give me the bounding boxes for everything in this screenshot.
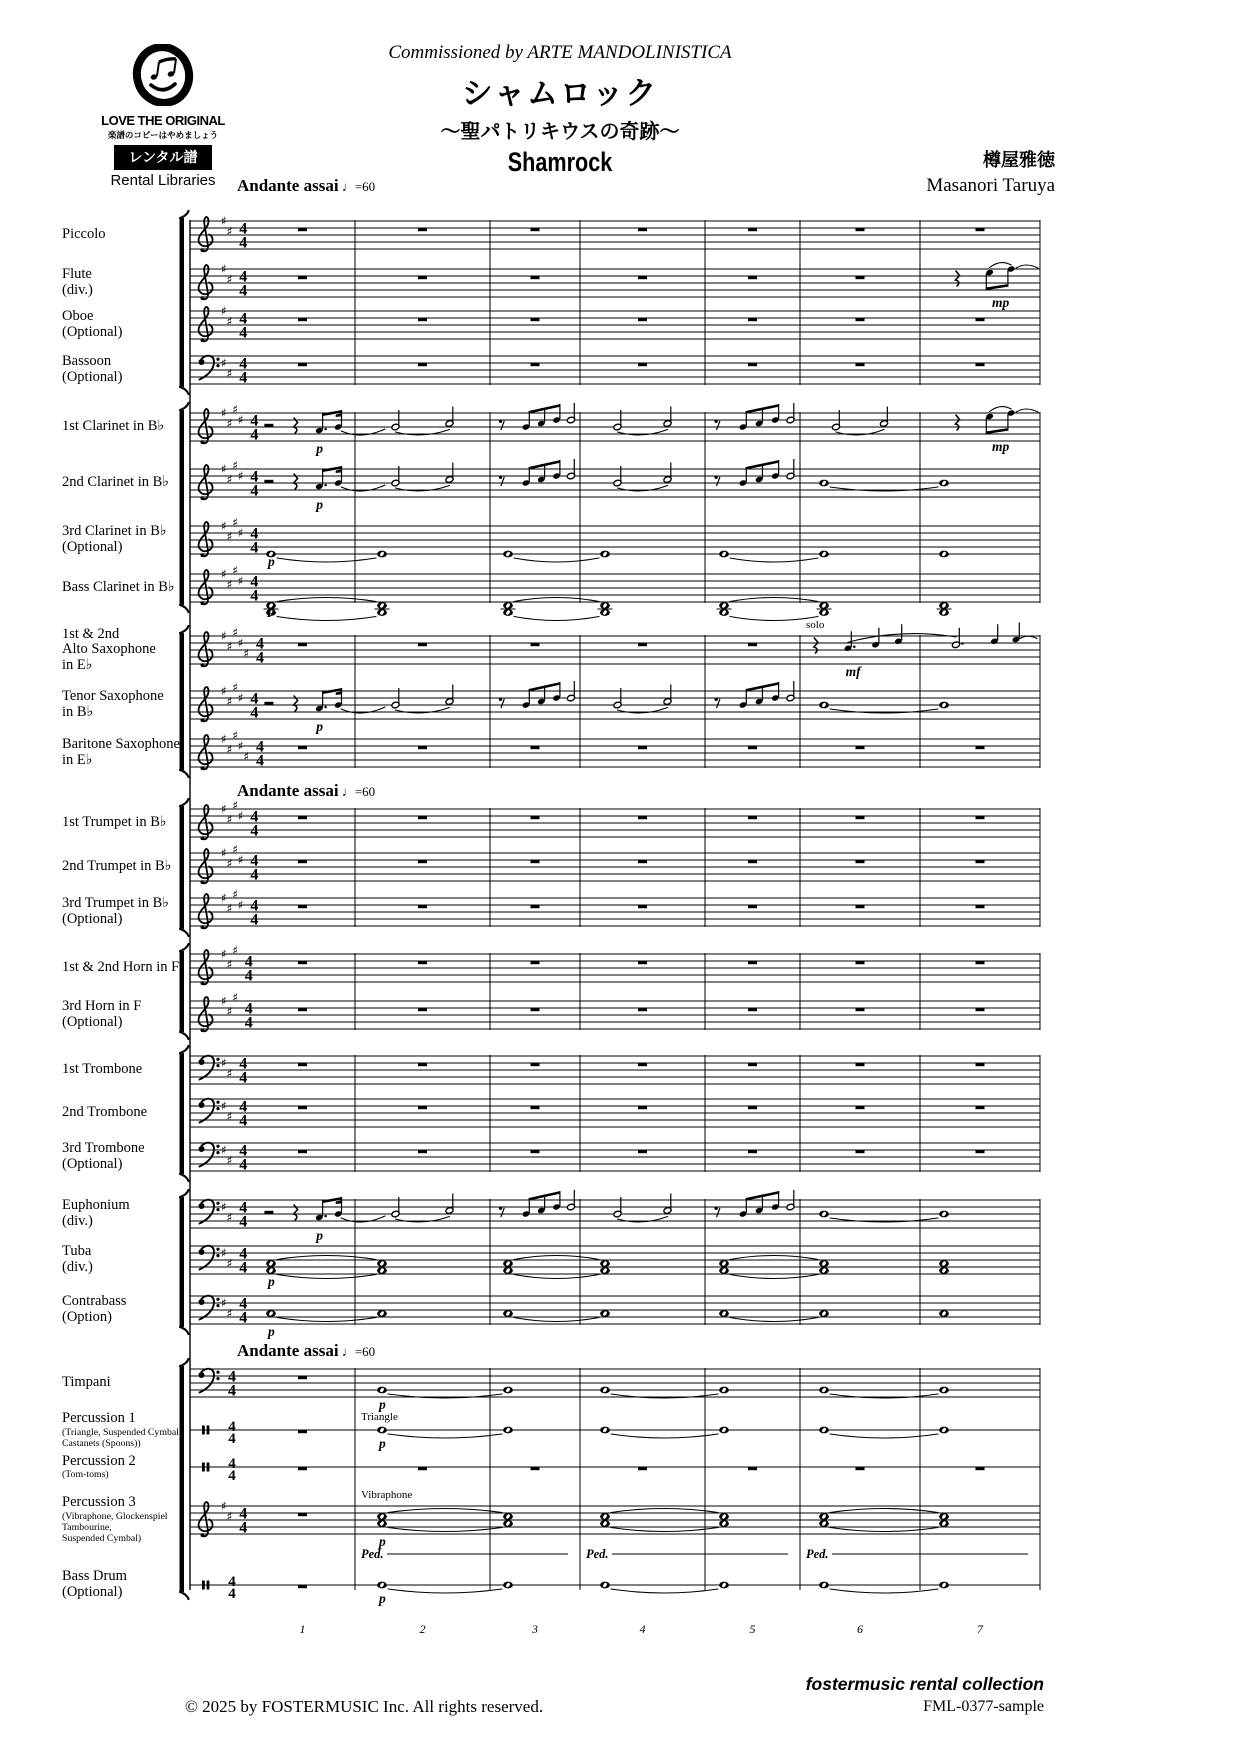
svg-text:4: 4	[250, 525, 259, 543]
svg-text:4: 4	[250, 808, 259, 826]
svg-text:p: p	[379, 1591, 386, 1606]
svg-text:4: 4	[239, 1156, 248, 1174]
svg-text:solo: solo	[806, 619, 825, 631]
logo-slogan-ja: 楽譜のコピーはやめましょう	[107, 130, 219, 140]
instrument-label-1st-trombone: 1st Trombone	[62, 1061, 143, 1078]
svg-text:♯: ♯	[232, 458, 239, 473]
svg-text:4: 4	[239, 355, 248, 373]
svg-text:Ped.: Ped.	[806, 1547, 829, 1561]
staff-percussion-1	[190, 1411, 1040, 1451]
staff-3rd-trumpet-in-b	[190, 888, 1040, 930]
svg-text:mp: mp	[992, 439, 1010, 454]
svg-text:♯: ♯	[221, 406, 227, 420]
staff-piccolo	[190, 214, 1040, 252]
svg-text:p: p	[316, 1228, 324, 1243]
bass-clef-icon	[199, 1200, 220, 1224]
svg-text:4: 4	[250, 866, 259, 884]
svg-text:4: 4	[250, 539, 259, 557]
instrument-label-bass-drum: Bass Drum (Optional)	[62, 1568, 127, 1600]
instrument-label-oboe: Oboe (Optional)	[62, 308, 123, 340]
staff-baritone-saxophone	[190, 729, 1040, 771]
staff-1st-2nd-horn-in-f	[190, 944, 1040, 986]
rental-libraries-label: Rental Libraries	[110, 172, 216, 189]
svg-text:p: p	[268, 602, 275, 617]
svg-text:♯: ♯	[221, 947, 227, 961]
staff-1st-trumpet-in-b	[190, 799, 1040, 841]
bass-clef-icon	[199, 1296, 220, 1320]
svg-text:p: p	[379, 1534, 386, 1549]
treble-clef-icon	[199, 570, 213, 605]
staff-percussion-3	[190, 1489, 1040, 1561]
svg-text:4: 4	[239, 282, 248, 300]
svg-text:4: 4	[250, 482, 259, 500]
svg-text:4: 4	[244, 1014, 253, 1032]
staff-oboe	[190, 304, 1040, 342]
instrument-label-piccolo: Piccolo	[62, 226, 106, 243]
svg-text:p: p	[379, 1397, 386, 1412]
svg-text:♯: ♯	[232, 943, 239, 958]
svg-text:♯: ♯	[221, 519, 227, 533]
bass-clef-icon	[199, 1056, 220, 1080]
svg-text:p: p	[268, 1274, 275, 1289]
svg-text:♯: ♯	[232, 842, 239, 857]
svg-text:♯: ♯	[226, 272, 233, 287]
svg-text:♯: ♯	[237, 739, 244, 753]
percussion-clef-icon	[202, 1581, 205, 1590]
tempo-marking-3: Andante assai ♩=60	[237, 1341, 376, 1360]
svg-text:4: 4	[239, 1098, 248, 1116]
svg-text:4: 4	[228, 1368, 236, 1386]
staff-2nd-trombone	[190, 1099, 1040, 1130]
svg-text:♯: ♯	[226, 694, 233, 709]
svg-text:4: 4	[239, 1505, 248, 1523]
svg-text:♯: ♯	[232, 515, 239, 530]
svg-text:♯: ♯	[221, 891, 227, 905]
treble-clef-icon	[199, 307, 213, 342]
svg-text:4: 4	[256, 738, 264, 756]
instrument-label-timpani: Timpani	[62, 1374, 111, 1391]
measure-number-6: 6	[857, 1622, 863, 1636]
svg-text:4: 4	[239, 1259, 248, 1277]
measure-number-4: 4	[639, 1622, 646, 1636]
svg-text:♯: ♯	[226, 224, 233, 239]
composer-japanese: 樽屋雅徳	[983, 150, 1055, 170]
measure-number-5: 5	[749, 1622, 756, 1636]
treble-clef-icon	[199, 805, 213, 840]
measure-number-1: 1	[299, 1622, 306, 1636]
svg-text:4: 4	[250, 704, 259, 722]
svg-text:♯: ♯	[226, 1109, 233, 1124]
svg-text:4: 4	[250, 412, 259, 430]
svg-text:♯: ♯	[221, 214, 227, 228]
svg-text:♯: ♯	[237, 809, 244, 823]
svg-text:♯: ♯	[221, 356, 227, 370]
bass-clef-icon	[199, 1369, 220, 1393]
treble-clef-icon	[199, 997, 213, 1032]
svg-text:4: 4	[244, 1000, 253, 1018]
svg-text:♯: ♯	[221, 262, 227, 276]
treble-clef-icon	[199, 687, 213, 722]
staff-euphonium	[190, 1190, 1040, 1243]
instrument-label-percussion-2: Percussion 2 (Tom-toms)	[62, 1452, 136, 1481]
percussion-clef-icon	[202, 1426, 205, 1435]
svg-text:♯: ♯	[243, 646, 250, 661]
instrument-label-3rd-trumpet-in-b: 3rd Trumpet in B♭ (Optional)	[62, 895, 170, 927]
svg-text:Ped.: Ped.	[586, 1547, 609, 1561]
svg-text:♯: ♯	[226, 1004, 233, 1019]
staff-3rd-horn-in-f	[190, 991, 1040, 1033]
svg-text:4: 4	[239, 1213, 248, 1231]
instrument-label-bassoon: Bassoon (Optional)	[62, 353, 123, 385]
svg-text:♯: ♯	[221, 1143, 227, 1157]
treble-clef-icon	[199, 950, 213, 985]
svg-text:♯: ♯	[237, 526, 244, 540]
commission-line: Commissioned by ARTE MANDOLINISTICA	[388, 42, 732, 63]
treble-clef-icon	[199, 217, 213, 252]
svg-text:4: 4	[256, 649, 264, 667]
staff-tenor-saxophone	[190, 681, 1040, 735]
svg-text:4: 4	[239, 1245, 248, 1263]
measure-number-7: 7	[977, 1622, 983, 1636]
svg-text:♯: ♯	[221, 567, 227, 581]
staff-3rd-trombone	[190, 1143, 1040, 1174]
measure-number-2: 2	[419, 1622, 426, 1636]
svg-text:♯: ♯	[232, 625, 239, 640]
svg-text:4: 4	[228, 1574, 236, 1590]
svg-text:4: 4	[250, 690, 259, 708]
staff-percussion-2	[190, 1456, 1040, 1484]
svg-text:♯: ♯	[226, 366, 233, 381]
svg-text:4: 4	[228, 1382, 236, 1400]
svg-text:mf: mf	[845, 664, 861, 679]
staff-bass-drum	[190, 1574, 1040, 1606]
svg-text:♯: ♯	[232, 990, 239, 1005]
treble-clef-icon	[199, 632, 213, 667]
svg-text:4: 4	[239, 1309, 248, 1327]
instrument-label-baritone-saxophone: Baritone Saxophone in E♭	[62, 736, 180, 768]
instrument-label-2nd-trumpet-in-b: 2nd Trumpet in B♭	[62, 858, 172, 875]
instrument-label-3rd-trombone: 3rd Trombone (Optional)	[62, 1140, 145, 1172]
svg-text:♯: ♯	[221, 304, 227, 318]
staff-3rd-clarinet-in-b	[190, 516, 1040, 570]
instrument-label-percussion-1: Percussion 1 (Triangle, Suspended Cymbal Castanets (Spoons))	[62, 1409, 179, 1449]
svg-text:Ped.: Ped.	[361, 1547, 384, 1561]
svg-text:4: 4	[228, 1468, 236, 1484]
instrument-label-tuba: Tuba (div.)	[62, 1243, 93, 1275]
instrument-label-tenor-saxophone: Tenor Saxophone in B♭	[62, 688, 164, 720]
svg-text:♯: ♯	[232, 887, 239, 902]
instrument-label-flute: Flute (div.)	[62, 266, 93, 298]
svg-text:4: 4	[256, 752, 264, 770]
svg-text:♯: ♯	[237, 691, 244, 705]
svg-text:♯: ♯	[237, 898, 244, 912]
svg-text:♯: ♯	[237, 574, 244, 588]
svg-text:♯: ♯	[226, 1210, 233, 1225]
svg-text:♯: ♯	[226, 1509, 233, 1524]
svg-text:♯: ♯	[221, 629, 227, 643]
svg-text:♯: ♯	[226, 1066, 233, 1081]
svg-text:♯: ♯	[226, 1256, 233, 1271]
svg-text:p: p	[316, 497, 324, 512]
svg-text:4: 4	[239, 234, 248, 252]
svg-text:4: 4	[250, 587, 259, 605]
logo-slogan: LOVE THE ORIGINAL	[101, 113, 225, 128]
svg-text:4: 4	[239, 324, 248, 342]
instrument-label-percussion-3: Percussion 3 (Vibraphone, Glockenspiel Tambourine, Suspended Cymbal)	[62, 1494, 168, 1545]
svg-text:♯: ♯	[226, 416, 233, 431]
svg-text:4: 4	[250, 573, 259, 591]
svg-text:4: 4	[228, 1456, 236, 1472]
svg-text:♯: ♯	[226, 901, 233, 916]
svg-text:Vibraphone: Vibraphone	[361, 1489, 413, 1501]
instrument-label-1st-clarinet-in-b: 1st Clarinet in B♭	[62, 418, 165, 435]
svg-text:mp: mp	[992, 295, 1010, 310]
svg-text:4: 4	[250, 822, 259, 840]
treble-clef-icon	[199, 894, 213, 929]
svg-text:♯: ♯	[237, 636, 244, 650]
treble-clef-icon	[199, 265, 213, 300]
svg-text:♯: ♯	[221, 1296, 227, 1310]
instrument-label-1st-trumpet-in-b: 1st Trumpet in B♭	[62, 814, 167, 831]
instrument-label-1st-2nd: 1st & 2nd Alto Saxophone in E♭	[62, 625, 156, 673]
treble-clef-icon	[199, 735, 213, 770]
svg-text:♯: ♯	[226, 1306, 233, 1321]
measure-number-3: 3	[532, 1622, 538, 1636]
svg-text:4: 4	[239, 1199, 248, 1217]
svg-text:♯: ♯	[226, 472, 233, 487]
title-japanese: シャムロック	[461, 76, 659, 111]
svg-text:4: 4	[250, 911, 259, 929]
staff-flute	[190, 262, 1040, 310]
svg-text:4: 4	[250, 426, 259, 444]
svg-text:♯: ♯	[221, 732, 227, 746]
bass-clef-icon	[199, 356, 220, 380]
svg-text:♯: ♯	[226, 639, 233, 654]
staff-bass-clarinet-in-b	[190, 564, 1040, 621]
svg-text:4: 4	[228, 1586, 236, 1602]
svg-text:4: 4	[239, 268, 248, 286]
staff-1st-trombone	[190, 1056, 1040, 1087]
title-english: Shamrock	[507, 147, 613, 177]
instrument-label-2nd-clarinet-in-b: 2nd Clarinet in B♭	[62, 474, 170, 491]
svg-text:♯: ♯	[226, 856, 233, 871]
staff-bassoon	[190, 356, 1040, 387]
staff-tuba	[190, 1246, 1040, 1290]
treble-clef-icon	[199, 849, 213, 884]
svg-text:♯: ♯	[232, 402, 239, 417]
svg-text:♯: ♯	[221, 1056, 227, 1070]
treble-clef-icon	[199, 465, 213, 500]
svg-text:p: p	[379, 1436, 386, 1451]
svg-text:♯: ♯	[221, 802, 227, 816]
svg-text:4: 4	[239, 1142, 248, 1160]
svg-text:4: 4	[239, 1069, 248, 1087]
staff-timpani	[190, 1369, 1040, 1413]
tempo-marking-1: Andante assai ♩=60	[237, 176, 376, 195]
svg-text:♯: ♯	[226, 577, 233, 592]
svg-text:4: 4	[256, 635, 264, 653]
svg-text:♯: ♯	[221, 1499, 227, 1513]
staff-1st-2nd	[190, 619, 1040, 679]
svg-text:p: p	[316, 441, 324, 456]
svg-text:♯: ♯	[221, 1200, 227, 1214]
instrument-label-3rd-horn-in-f: 3rd Horn in F (Optional)	[62, 998, 142, 1030]
svg-text:4: 4	[250, 468, 259, 486]
staff-2nd-trumpet-in-b	[190, 843, 1040, 885]
svg-text:♯: ♯	[221, 994, 227, 1008]
percussion-clef-icon	[202, 1463, 205, 1472]
svg-text:♯: ♯	[226, 314, 233, 329]
instrument-label-1st-2nd-horn-in-f: 1st & 2nd Horn in F	[62, 959, 180, 976]
treble-clef-icon	[199, 1502, 213, 1537]
svg-text:p: p	[268, 554, 275, 569]
staff-1st-clarinet-in-b	[190, 403, 1040, 457]
svg-text:Triangle: Triangle	[361, 1411, 398, 1423]
svg-text:♯: ♯	[243, 749, 250, 764]
bass-clef-icon	[199, 1099, 220, 1123]
svg-text:p: p	[316, 719, 324, 734]
svg-text:♯: ♯	[232, 728, 239, 743]
svg-text:♯: ♯	[226, 812, 233, 827]
staff-contrabass	[190, 1296, 1040, 1340]
catalog-number: FML-0377-sample	[923, 1698, 1044, 1715]
svg-text:♯: ♯	[232, 563, 239, 578]
svg-text:4: 4	[239, 1295, 248, 1313]
instrument-label-contrabass: Contrabass (Option)	[62, 1293, 127, 1325]
svg-text:♯: ♯	[221, 1099, 227, 1113]
rental-badge: レンタル譜	[114, 145, 211, 170]
svg-text:4: 4	[250, 897, 259, 915]
copyright-line: © 2025 by FOSTERMUSIC Inc. All rights reserved.	[185, 1697, 544, 1716]
svg-text:♯: ♯	[237, 413, 244, 427]
treble-clef-icon	[199, 522, 213, 557]
instrument-label-euphonium: Euphonium (div.)	[62, 1197, 130, 1229]
svg-text:4: 4	[239, 1519, 248, 1537]
svg-text:4: 4	[239, 220, 248, 238]
instrument-label-bass-clarinet-in-b: Bass Clarinet in B♭	[62, 579, 175, 596]
instrument-label-3rd-clarinet-in-b: 3rd Clarinet in B♭ (Optional)	[62, 523, 167, 555]
svg-text:♯: ♯	[221, 684, 227, 698]
subtitle-japanese: ～聖パトリキウスの奇跡～	[440, 121, 680, 143]
staff-2nd-clarinet-in-b	[190, 459, 1040, 513]
svg-text:4: 4	[250, 852, 259, 870]
composer-english: Masanori Taruya	[926, 175, 1055, 196]
tempo-marking-2: Andante assai ♩=60	[237, 781, 376, 800]
svg-text:♯: ♯	[237, 469, 244, 483]
svg-text:♯: ♯	[226, 742, 233, 757]
svg-text:4: 4	[239, 1055, 248, 1073]
bass-clef-icon	[199, 1143, 220, 1167]
publisher-brand: fostermusic rental collection	[805, 1674, 1044, 1694]
svg-text:♯: ♯	[221, 1246, 227, 1260]
instrument-label-2nd-trombone: 2nd Trombone	[62, 1104, 148, 1121]
bass-clef-icon	[199, 1246, 220, 1270]
svg-text:♯: ♯	[226, 1153, 233, 1168]
svg-text:4: 4	[239, 369, 248, 387]
svg-text:p: p	[268, 1324, 275, 1339]
svg-text:4: 4	[244, 967, 253, 985]
svg-text:4: 4	[228, 1431, 236, 1447]
svg-text:♯: ♯	[221, 846, 227, 860]
svg-text:♯: ♯	[221, 462, 227, 476]
svg-text:4: 4	[239, 1112, 248, 1130]
svg-text:♯: ♯	[237, 853, 244, 867]
treble-clef-icon	[199, 409, 213, 444]
svg-text:♯: ♯	[232, 798, 239, 813]
svg-text:4: 4	[244, 953, 253, 971]
svg-text:♯: ♯	[226, 957, 233, 972]
svg-text:♯: ♯	[226, 529, 233, 544]
svg-text:4: 4	[239, 310, 248, 328]
svg-text:♯: ♯	[232, 680, 239, 695]
svg-text:4: 4	[228, 1419, 236, 1435]
